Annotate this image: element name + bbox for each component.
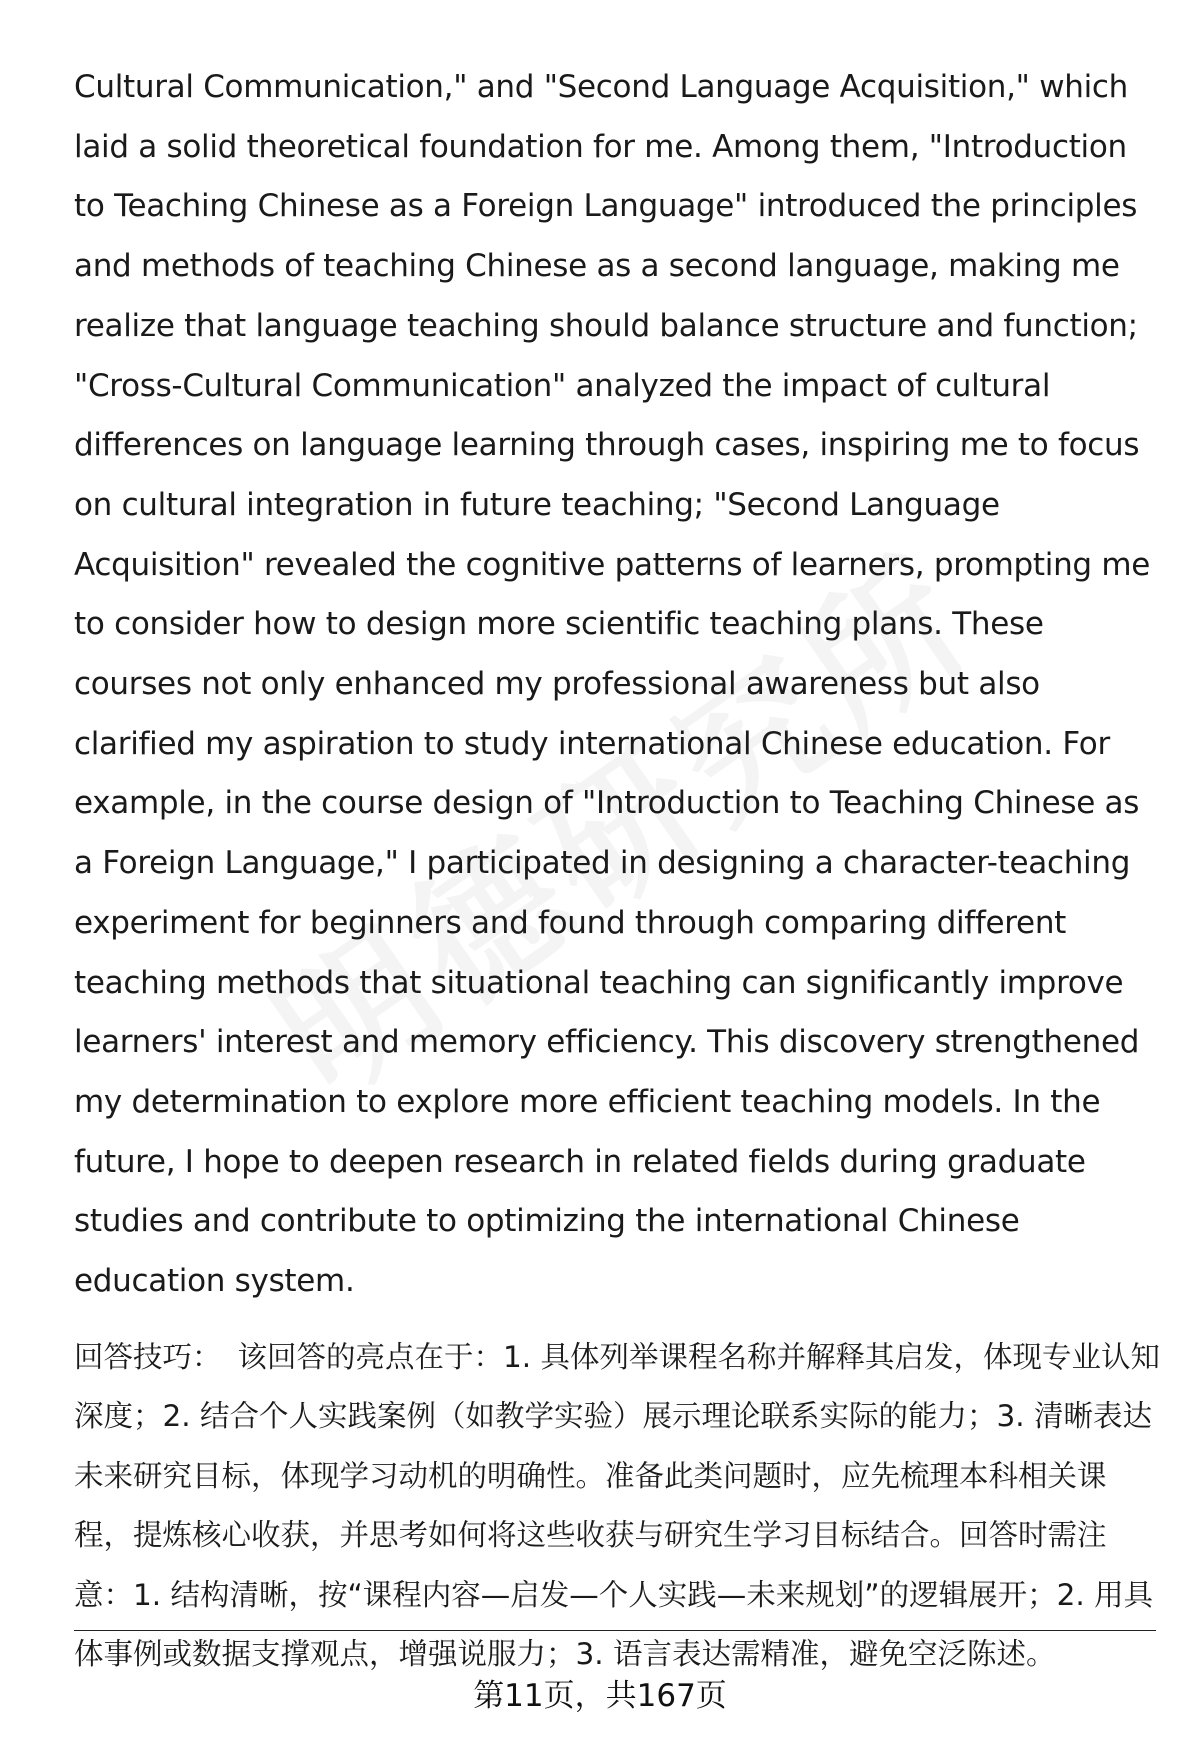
tips-label: 回答技巧： xyxy=(74,1339,222,1374)
page-indicator: 第11页，共167页 xyxy=(473,1678,727,1714)
page-footer xyxy=(0,1670,1200,1715)
answer-tips xyxy=(74,1328,1164,1685)
footer-divider xyxy=(74,1630,1156,1631)
tips-text: 该回答的亮点在于：1. 具体列举课程名称并解释其启发，体现专业认知深度；2. 结合个人实践案例（如教学实验）展示理论联系实际的能力；3. 清晰表达未来研究目标，体现学习动机的明确性。准备此类问题时，应先梳理本科相关课程，提炼核心收获，并思考如何将这些收获与研究生学习目标结合。回答时需注意：1. 结构清晰，按“课程内容—启发—个人实践—未来规划”的逻辑展开；2. 用具体事例或数据支撑观点，增强说服力；3. 语言表达需精准，避免空泛陈述。 xyxy=(74,1339,1161,1672)
page-content xyxy=(74,58,1164,1685)
answer-paragraph: Cultural Communication," and "Second Language Acquisition," which laid a solid theoretical foundation for me. Among them, "Introduction to Teaching Chinese as a Foreign Language" introduced the principles and methods of teaching Chinese as a second language, making me realize that language teaching should balance structure and function; "Cross-Cultural Communication" analyzed the impact of cultural differences on language learning through cases, inspiring me to focus on cultural integration in future teaching; "Second Language Acquisition" revealed the cognitive patterns of learners, prompting me to consider how to design more scientific teaching plans. These courses not only enhanced my professional awareness but also clarified my aspiration to study international Chinese education. For example, in the course design of "Introduction to Teaching Chinese as a Foreign Language," I participated in designing a character-teaching experiment for beginners and found through comparing different teaching methods that situational teaching can significantly improve learners' interest and memory efficiency. This discovery strengthened my determination to explore more efficient teaching models. In the future, I hope to deepen research in related fields during graduate studies and contribute to optimizing the international Chinese education system. xyxy=(74,69,1151,1300)
